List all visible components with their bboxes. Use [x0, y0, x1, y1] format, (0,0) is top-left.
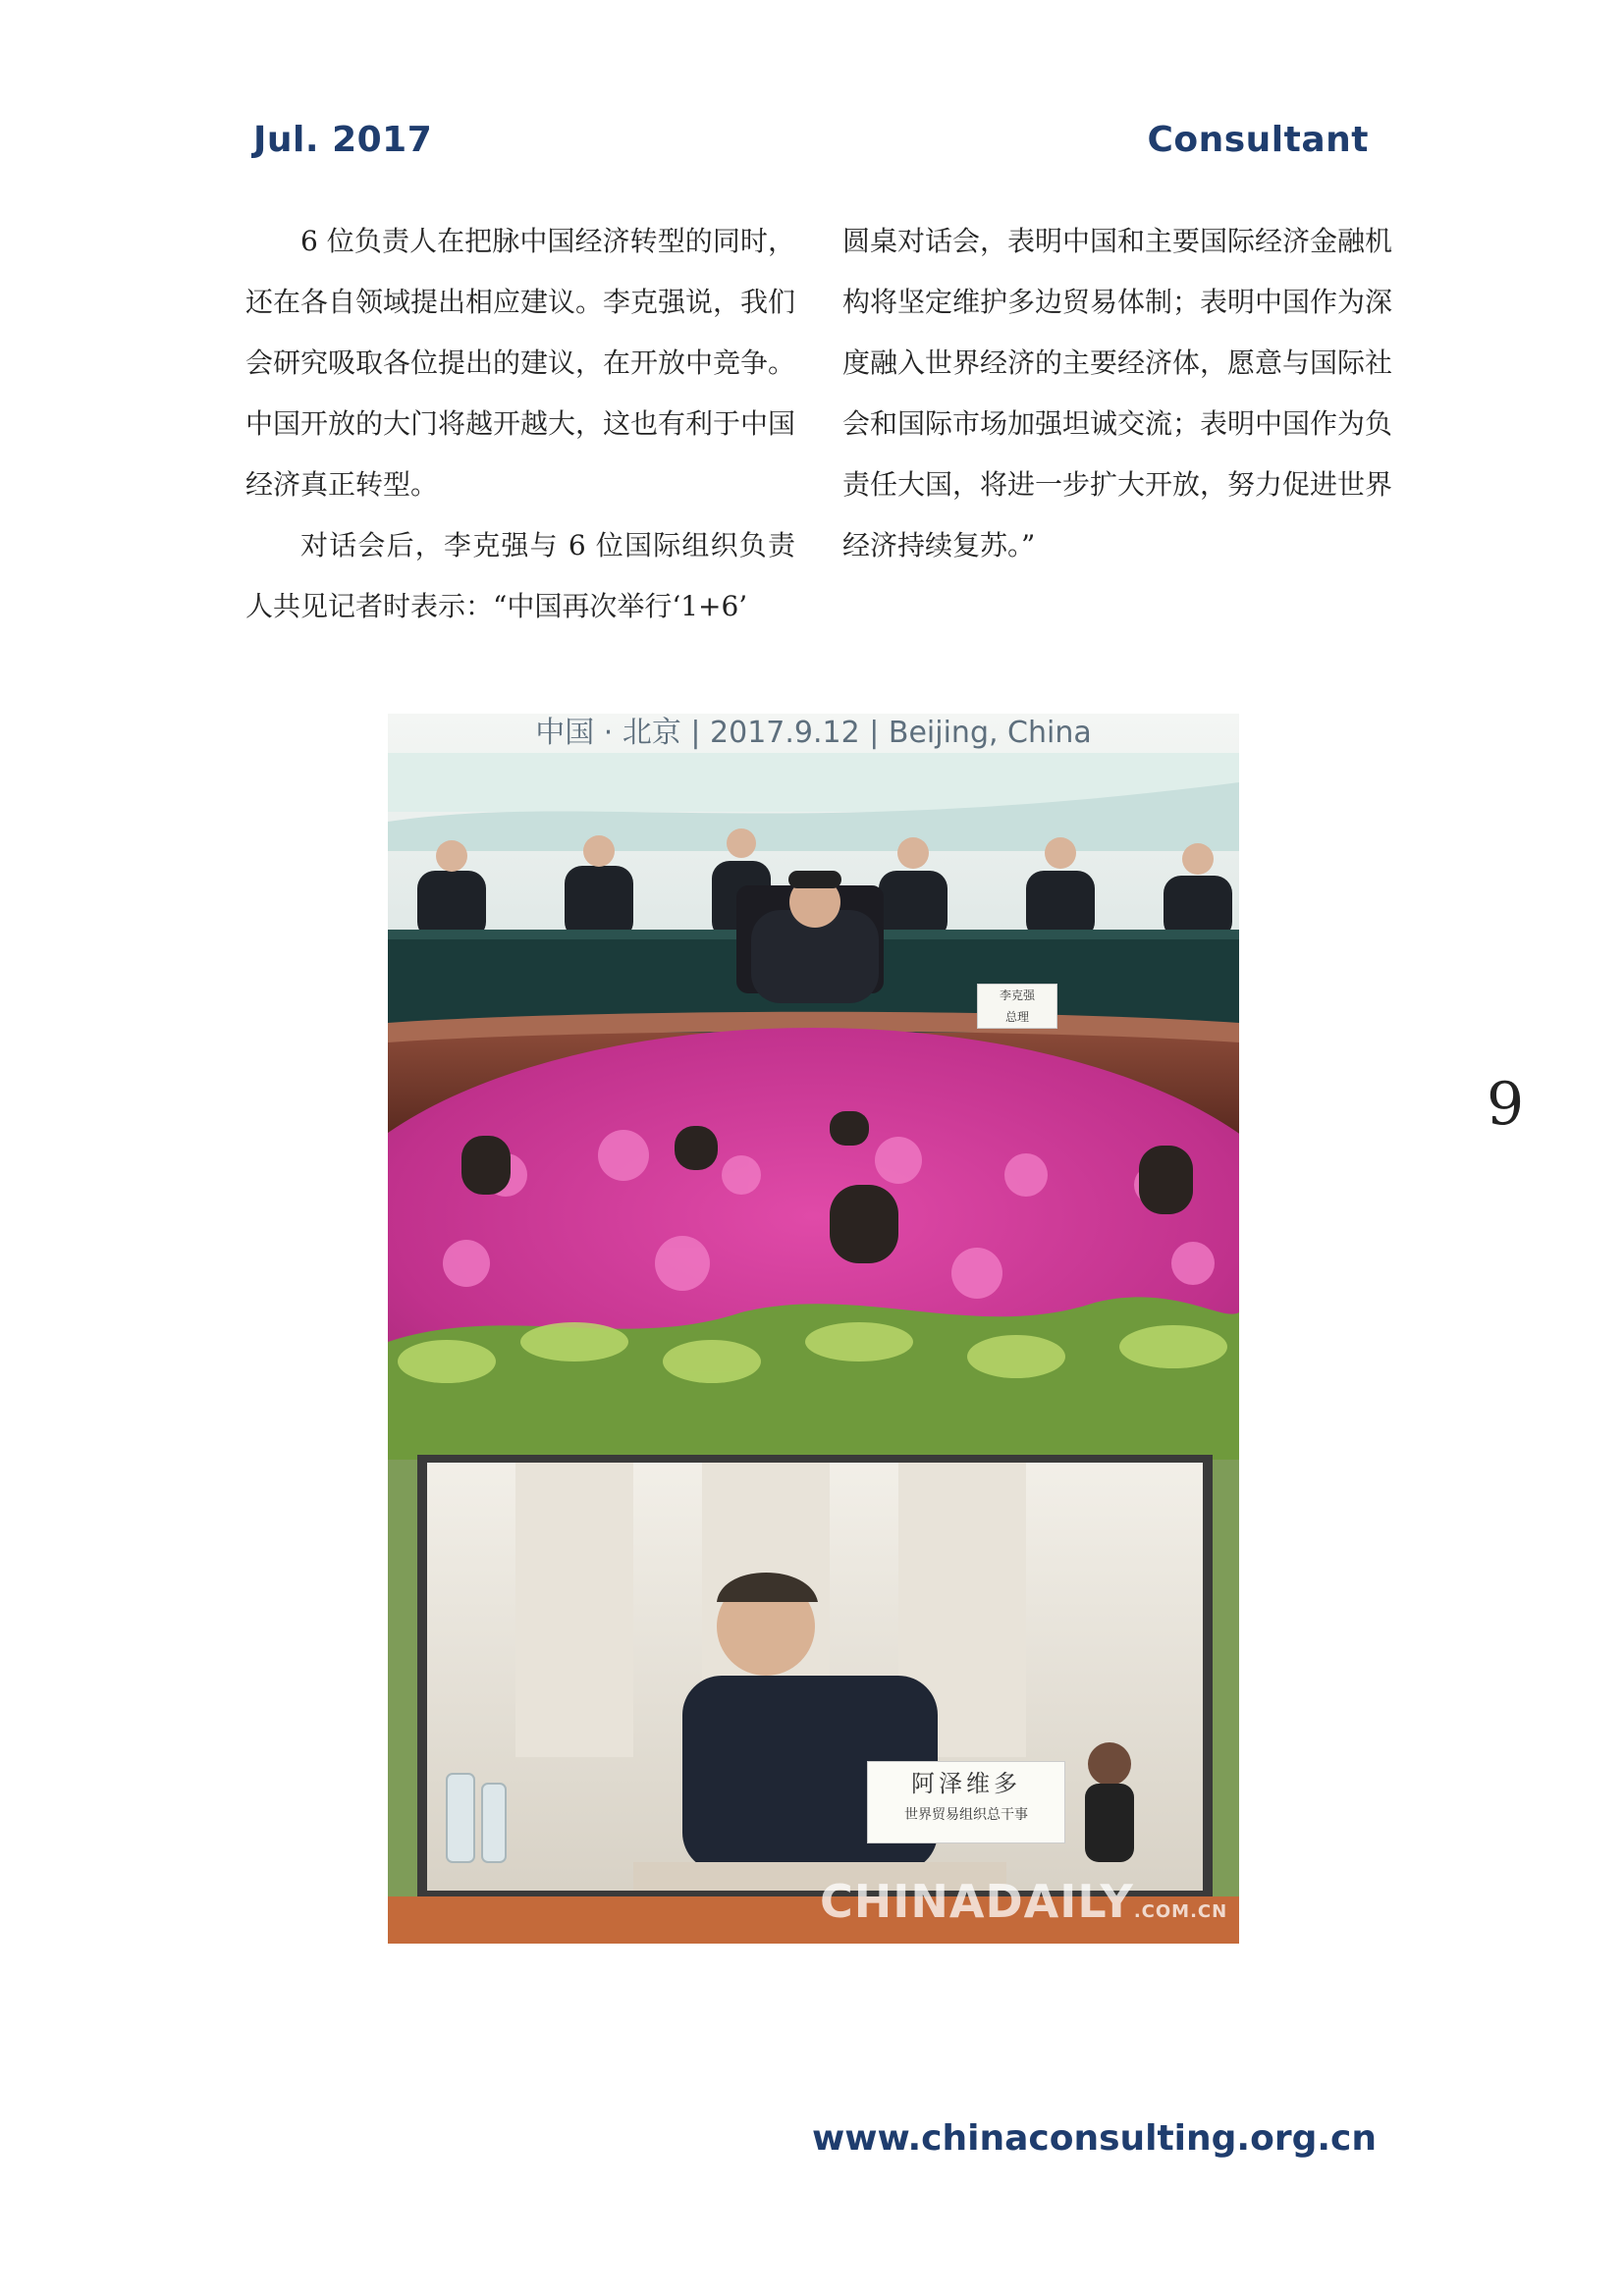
nameplate-screen [867, 1761, 1065, 1843]
nameplate-top-title: 总理 [1004, 1010, 1029, 1024]
header-date: Jul. 2017 [253, 120, 433, 160]
photo-banner-text: 中国 · 北京 | 2017.9.12 | Beijing, China [535, 716, 1092, 750]
paragraph: 6 位负责人在把脉中国经济转型的同时，还在各自领域提出相应建议。李克强说，我们会研究吸取各位提出的建议，在开放中竞争。中国开放的大门将越开越大，这也有利于中国经济真正转型。 [245, 225, 796, 501]
nameplate-top-name: 李克强 [999, 988, 1035, 1002]
paragraph: 圆桌对话会，表明中国和主要国际经济金融机构将坚定维护多边贸易体制；表明中国作为深度融入世界经济的主要经济体，愿意与国际社会和国际市场加强坦诚交流；表明中国作为负责任大国，将进一步扩大开放，努力促进世界经济持续复苏。” [842, 225, 1393, 561]
header-publication: Consultant [1147, 120, 1369, 160]
page-number: 9 [1487, 1070, 1525, 1139]
left-column [245, 211, 795, 637]
nameplate-top [977, 984, 1057, 1029]
footer-url: www.chinaconsulting.org.cn [812, 2118, 1377, 2159]
paragraph: 对话会后，李克强与 6 位国际组织负责人共见记者时表示：“中国再次举行‘1+6’ [245, 529, 795, 622]
nameplate-screen-title: 世界贸易组织总干事 [904, 1807, 1028, 1823]
photo-watermark [820, 1875, 1227, 1928]
photo-illustration [388, 714, 1239, 1944]
watermark-suffix: .COM.CN [1133, 1901, 1228, 1922]
right-column [842, 211, 1392, 576]
watermark-text: CHINADAILY [820, 1875, 1134, 1928]
article-photo [388, 714, 1239, 1944]
nameplate-screen-name: 阿泽维多 [911, 1770, 1021, 1797]
